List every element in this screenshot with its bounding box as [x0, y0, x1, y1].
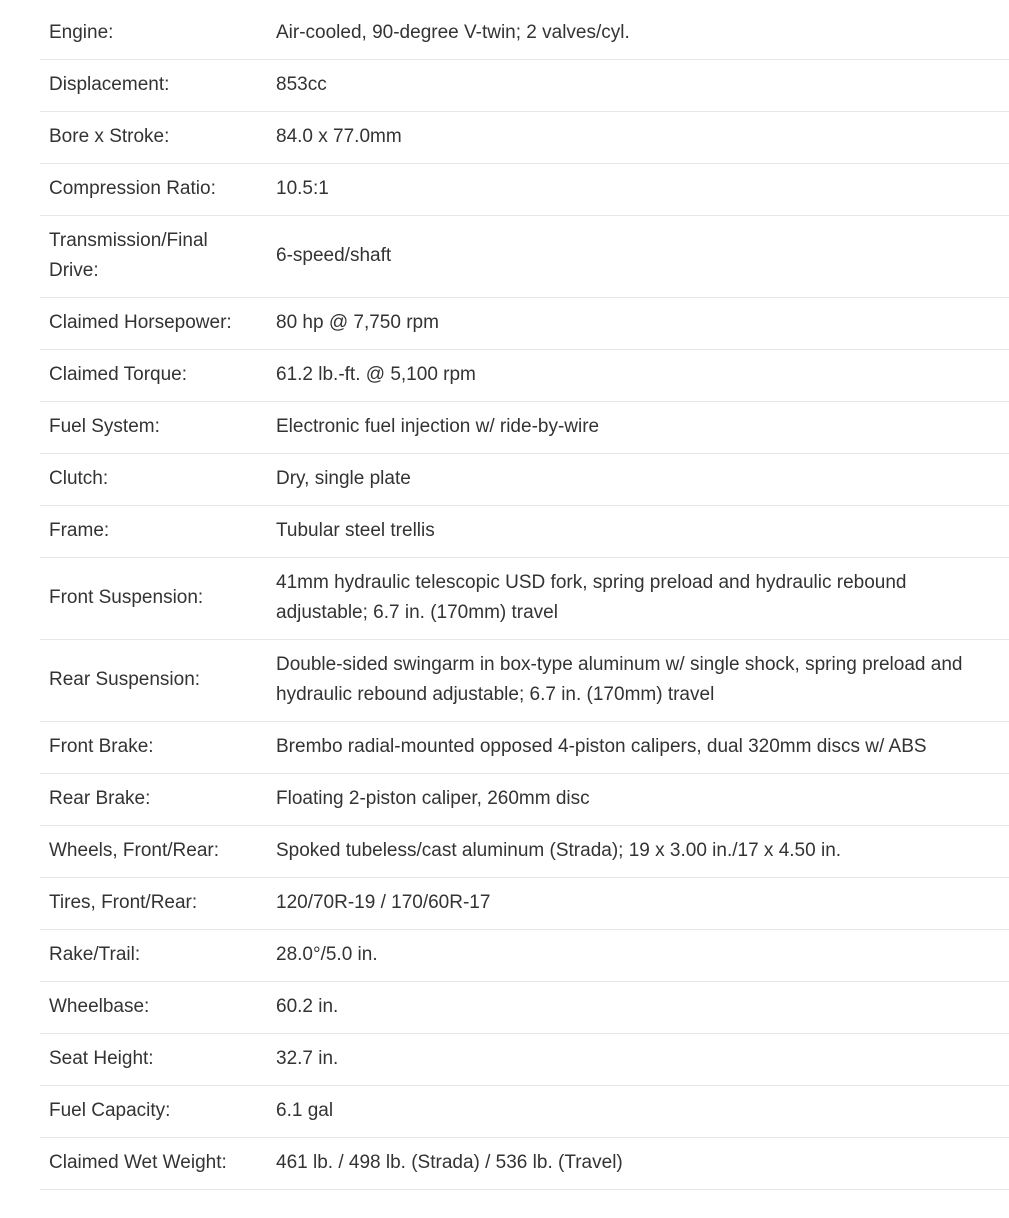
spec-label: Rear Brake: [40, 774, 268, 826]
spec-label: Claimed Horsepower: [40, 298, 268, 350]
spec-value: 461 lb. / 498 lb. (Strada) / 536 lb. (Travel) [268, 1138, 1009, 1190]
spec-value: 61.2 lb.-ft. @ 5,100 rpm [268, 350, 1009, 402]
spec-row-wheels [40, 826, 1009, 878]
spec-row-frame [40, 506, 1009, 558]
spec-value: 80 hp @ 7,750 rpm [268, 298, 1009, 350]
spec-label: Rake/Trail: [40, 930, 268, 982]
spec-row-wheelbase [40, 982, 1009, 1034]
spec-value: Spoked tubeless/cast aluminum (Strada); 19 x 3.00 in./17 x 4.50 in. [268, 826, 1009, 878]
spec-row-horsepower [40, 298, 1009, 350]
spec-label: Wheelbase: [40, 982, 268, 1034]
spec-table [40, 8, 1009, 1190]
spec-row-fuel-system [40, 402, 1009, 454]
spec-value: 84.0 x 77.0mm [268, 112, 1009, 164]
spec-row-wet-weight [40, 1138, 1009, 1190]
spec-value: 853cc [268, 60, 1009, 112]
spec-value: 10.5:1 [268, 164, 1009, 216]
spec-label: Engine: [40, 8, 268, 60]
spec-value: 120/70R-19 / 170/60R-17 [268, 878, 1009, 930]
spec-label: Wheels, Front/Rear: [40, 826, 268, 878]
spec-label: Frame: [40, 506, 268, 558]
spec-row-clutch [40, 454, 1009, 506]
spec-row-transmission [40, 216, 1009, 298]
spec-row-torque [40, 350, 1009, 402]
spec-row-seat-height [40, 1034, 1009, 1086]
spec-label: Front Suspension: [40, 558, 268, 640]
spec-row-tires [40, 878, 1009, 930]
spec-label: Clutch: [40, 454, 268, 506]
spec-label: Transmission/Final Drive: [40, 216, 268, 298]
spec-label: Displacement: [40, 60, 268, 112]
spec-value: 28.0°/5.0 in. [268, 930, 1009, 982]
spec-label: Front Brake: [40, 722, 268, 774]
spec-value: Brembo radial-mounted opposed 4-piston calipers, dual 320mm discs w/ ABS [268, 722, 1009, 774]
spec-label: Claimed Wet Weight: [40, 1138, 268, 1190]
spec-value: 32.7 in. [268, 1034, 1009, 1086]
spec-row-bore-stroke [40, 112, 1009, 164]
spec-label: Fuel Capacity: [40, 1086, 268, 1138]
spec-row-displacement [40, 60, 1009, 112]
spec-row-compression-ratio [40, 164, 1009, 216]
spec-row-rear-suspension [40, 640, 1009, 722]
spec-value: Floating 2-piston caliper, 260mm disc [268, 774, 1009, 826]
spec-row-rake-trail [40, 930, 1009, 982]
spec-row-engine [40, 8, 1009, 60]
spec-label: Tires, Front/Rear: [40, 878, 268, 930]
spec-table-body [40, 8, 1009, 1190]
spec-label: Fuel System: [40, 402, 268, 454]
spec-value: Electronic fuel injection w/ ride-by-wire [268, 402, 1009, 454]
spec-label: Claimed Torque: [40, 350, 268, 402]
spec-row-rear-brake [40, 774, 1009, 826]
spec-value: Dry, single plate [268, 454, 1009, 506]
spec-value: Air-cooled, 90-degree V-twin; 2 valves/cyl. [268, 8, 1009, 60]
spec-value: 6-speed/shaft [268, 216, 1009, 298]
spec-label: Seat Height: [40, 1034, 268, 1086]
spec-value: 60.2 in. [268, 982, 1009, 1034]
spec-value: Tubular steel trellis [268, 506, 1009, 558]
spec-row-front-suspension [40, 558, 1009, 640]
spec-row-fuel-capacity [40, 1086, 1009, 1138]
spec-label: Compression Ratio: [40, 164, 268, 216]
spec-label: Bore x Stroke: [40, 112, 268, 164]
spec-row-front-brake [40, 722, 1009, 774]
spec-value: 41mm hydraulic telescopic USD fork, spring preload and hydraulic rebound adjustable; 6.7 in. (170mm) travel [268, 558, 1009, 640]
spec-value: 6.1 gal [268, 1086, 1009, 1138]
spec-label: Rear Suspension: [40, 640, 268, 722]
spec-value: Double-sided swingarm in box-type aluminum w/ single shock, spring preload and hydraulic rebound adjustable; 6.7 in. (170mm) travel [268, 640, 1009, 722]
